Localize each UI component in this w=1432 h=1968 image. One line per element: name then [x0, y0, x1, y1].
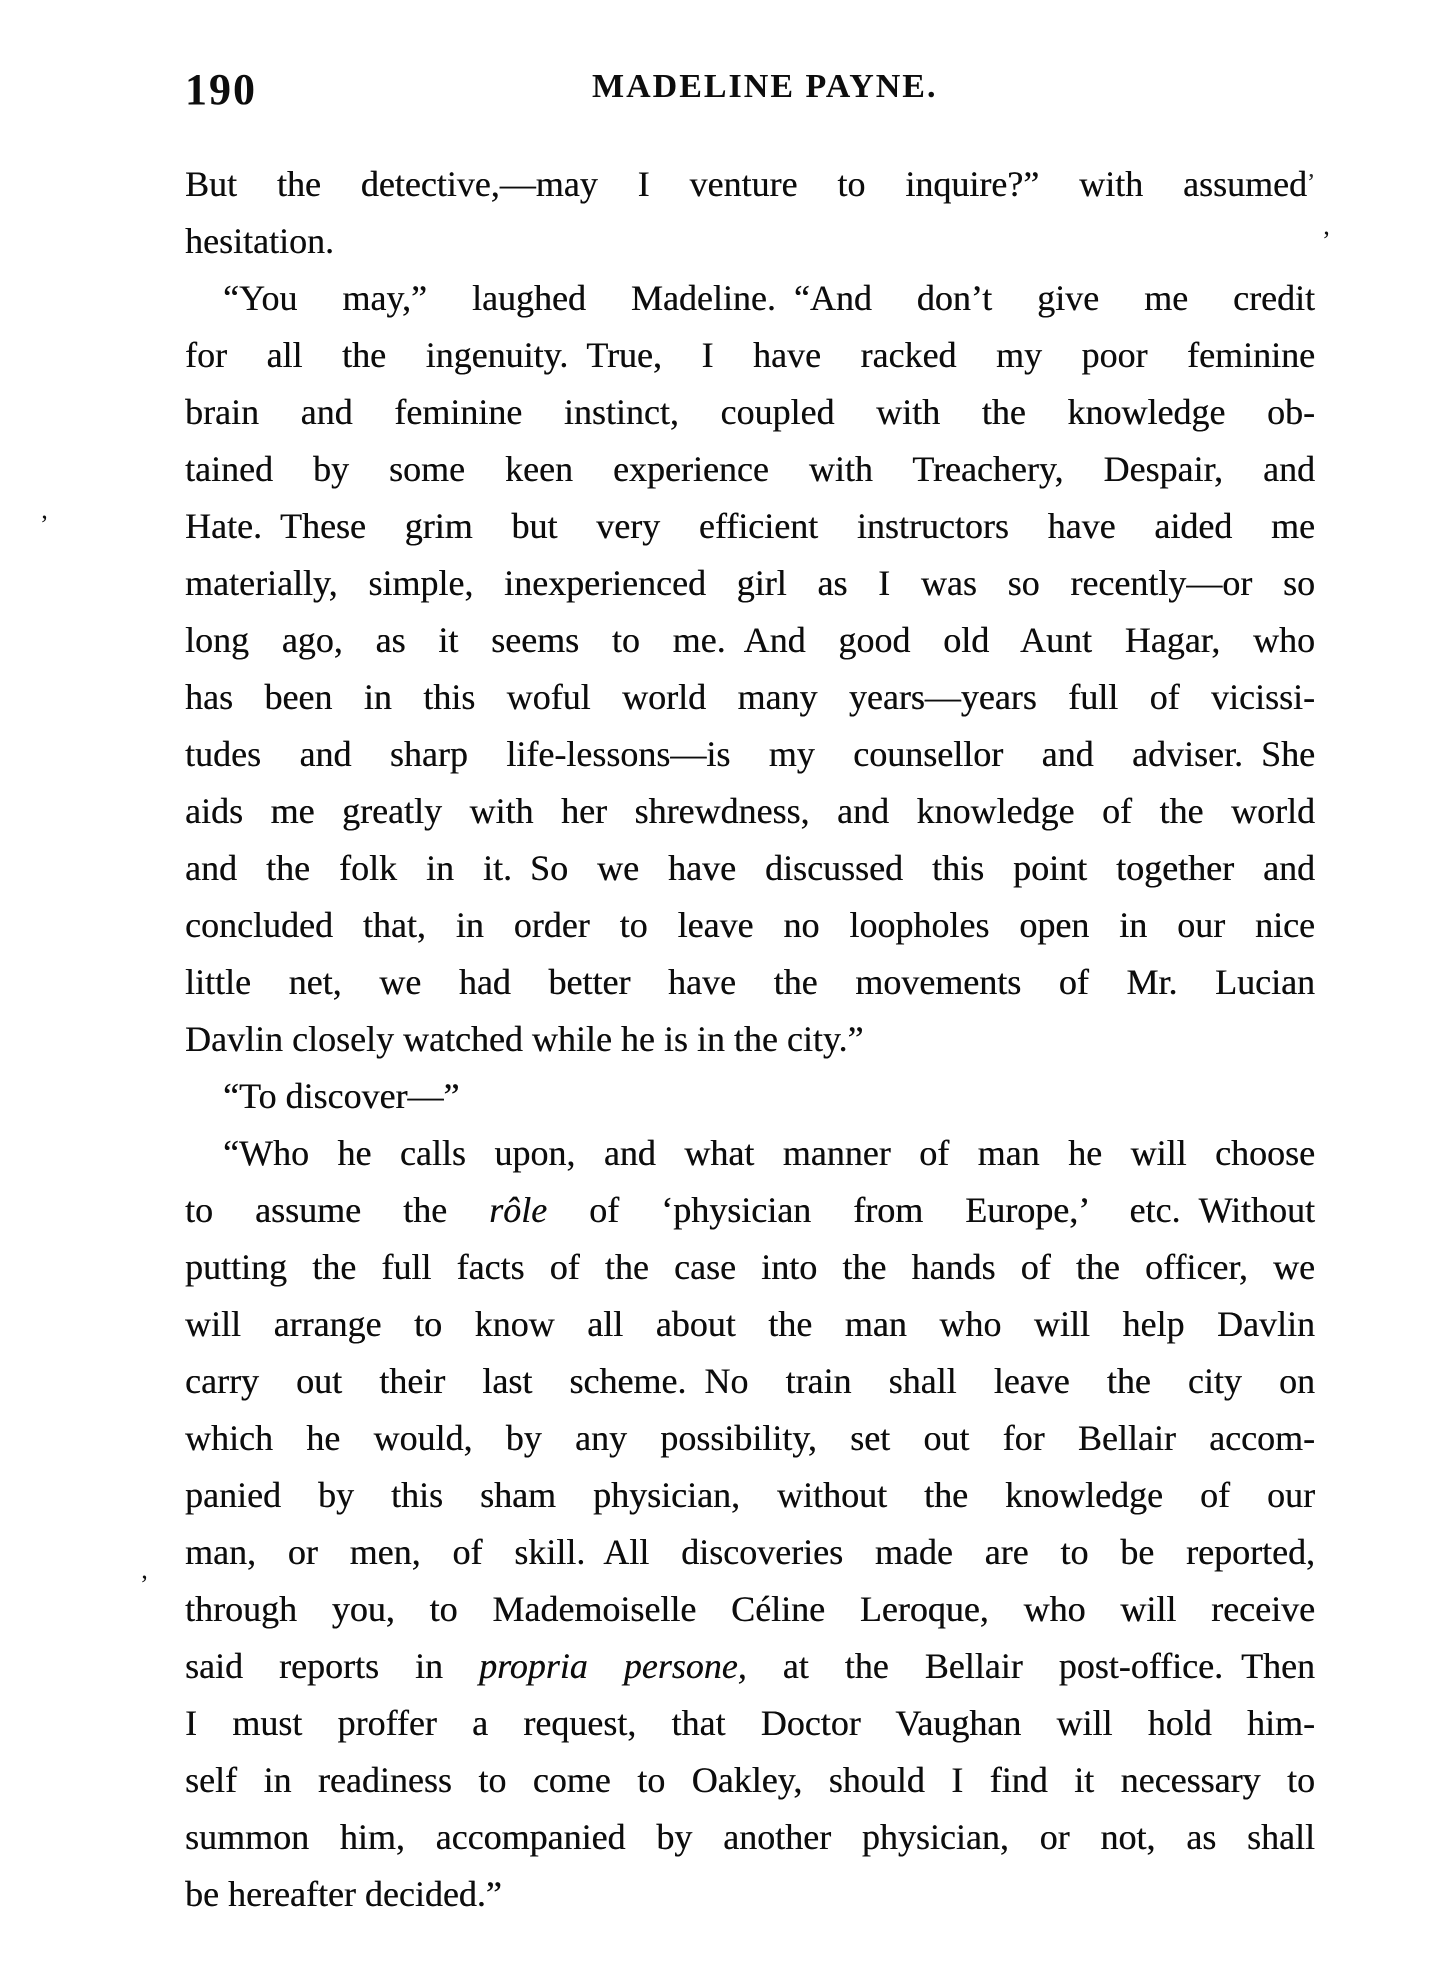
- text-line: [185, 1866, 1315, 1923]
- scan-artifact-mark: ’: [140, 1570, 149, 1599]
- text-segment: for all the ingenuity. True, I have racked my poor feminine: [185, 335, 1315, 375]
- page-text: [185, 155, 1315, 1923]
- italic-text: rôle: [489, 1190, 548, 1230]
- text-segment: But the detective,—may I venture to inquire?” with assumed: [185, 164, 1307, 204]
- text-line: [185, 1410, 1315, 1467]
- text-segment: concluded that, in order to leave no loopholes open in our nice: [185, 905, 1315, 945]
- text-segment: be hereafter decided.”: [185, 1874, 502, 1914]
- text-segment: through you, to Mademoiselle Céline Leroque, who will receive: [185, 1589, 1315, 1629]
- text-line: [185, 726, 1315, 783]
- text-segment: Hate. These grim but very efficient instructors have aided me: [185, 506, 1315, 546]
- text-line: [185, 1239, 1315, 1296]
- text-segment: carry out their last scheme. No train shall leave the city on: [185, 1361, 1315, 1401]
- text-segment: summon him, accompanied by another physician, or not, as shall: [185, 1817, 1315, 1857]
- text-segment: will arrange to know all about the man who will help Davlin: [185, 1304, 1315, 1344]
- text-line: [185, 897, 1315, 954]
- text-segment: putting the full facts of the case into the hands of the officer, we: [185, 1247, 1315, 1287]
- text-line: [185, 384, 1315, 441]
- text-line: [185, 1467, 1315, 1524]
- scan-artifact-mark: ’: [40, 510, 49, 539]
- text-line: [185, 155, 1315, 213]
- text-line: [185, 270, 1315, 327]
- text-segment: tudes and sharp life-lessons—is my counsellor and adviser. She: [185, 734, 1315, 774]
- text-line: [185, 1182, 1315, 1239]
- text-line: [185, 669, 1315, 726]
- scan-artifact-mark: ’: [1322, 226, 1331, 255]
- text-line: [185, 783, 1315, 840]
- text-segment: tained by some keen experience with Treachery, Despair, and: [185, 449, 1315, 489]
- text-line: [185, 327, 1315, 384]
- text-segment: has been in this woful world many years—years full of vicissi-: [185, 677, 1315, 717]
- text-line: [185, 1524, 1315, 1581]
- text-segment: materially, simple, inexperienced girl as I was so recently—or so: [185, 563, 1315, 603]
- text-line: [185, 441, 1315, 498]
- text-line: [185, 612, 1315, 669]
- text-segment: Davlin closely watched while he is in the city.”: [185, 1019, 864, 1059]
- text-line: [185, 1809, 1315, 1866]
- text-segment: panied by this sham physician, without the knowledge of our: [185, 1475, 1315, 1515]
- text-segment: “To discover—”: [223, 1076, 460, 1116]
- text-line: [185, 1296, 1315, 1353]
- text-segment: hesitation.: [185, 221, 334, 261]
- text-segment: and the folk in it. So we have discussed this point together and: [185, 848, 1315, 888]
- text-segment: which he would, by any possibility, set out for Bellair accom-: [185, 1418, 1315, 1458]
- text-segment: brain and feminine instinct, coupled with the knowledge ob-: [185, 392, 1315, 432]
- text-line: [185, 954, 1315, 1011]
- text-line: [185, 1011, 1315, 1068]
- page-number: 190: [185, 65, 257, 114]
- text-segment: I must proffer a request, that Doctor Vaughan will hold him-: [185, 1703, 1315, 1743]
- text-segment: aids me greatly with her shrewdness, and knowledge of the world: [185, 791, 1315, 831]
- text-segment: man, or men, of skill. All discoveries made are to be reported,: [185, 1532, 1315, 1572]
- text-line: [185, 1581, 1315, 1638]
- text-segment: “Who he calls upon, and what manner of man he will choose: [223, 1133, 1315, 1173]
- text-line: [185, 1695, 1315, 1752]
- text-segment: self in readiness to come to Oakley, should I find it necessary to: [185, 1760, 1315, 1800]
- text-line: [185, 498, 1315, 555]
- text-line: [185, 1638, 1315, 1695]
- text-segment: “You may,” laughed Madeline. “And don’t give me credit: [223, 278, 1315, 318]
- text-line: [185, 1353, 1315, 1410]
- text-segment: ’: [1307, 170, 1315, 196]
- text-line: [185, 1125, 1315, 1182]
- text-segment: said reports in: [185, 1646, 480, 1686]
- text-segment: of ‘physician from Europe,’ etc. Without: [547, 1190, 1315, 1230]
- italic-text: propria persone,: [479, 1646, 747, 1686]
- text-segment: at the Bellair post-office. Then: [746, 1646, 1315, 1686]
- text-segment: to assume the: [185, 1190, 490, 1230]
- running-head-title: MADELINE PAYNE.: [592, 68, 938, 105]
- text-segment: little net, we had better have the movements of Mr. Lucian: [185, 962, 1315, 1002]
- text-line: [185, 1752, 1315, 1809]
- text-line: [185, 555, 1315, 612]
- text-line: [185, 213, 1315, 270]
- text-line: [185, 1068, 1315, 1125]
- text-segment: long ago, as it seems to me. And good old Aunt Hagar, who: [185, 620, 1315, 660]
- text-line: [185, 840, 1315, 897]
